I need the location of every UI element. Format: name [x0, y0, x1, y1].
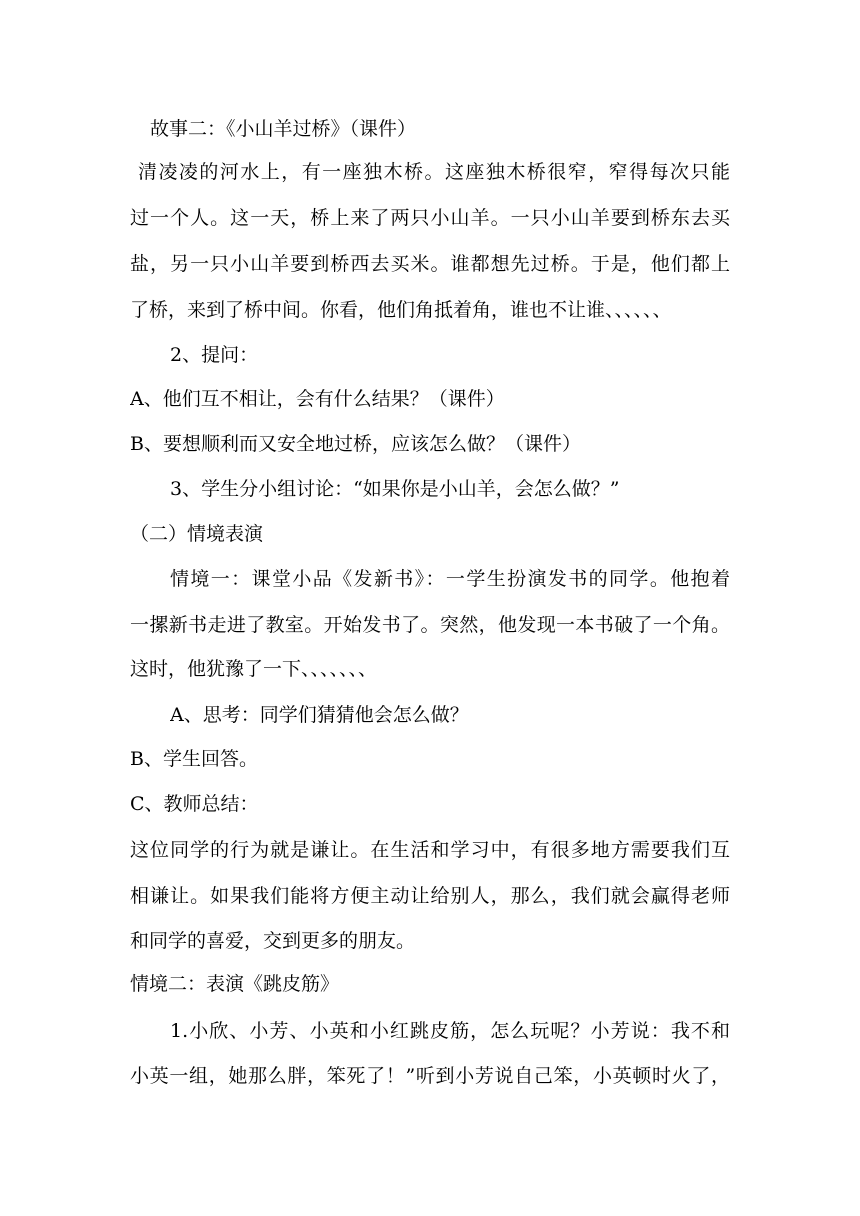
- scene-one-line-1: 情境一：课堂小品《发新书》：一学生扮演发书的同学。他抱着: [170, 568, 730, 590]
- scene-two-line-2: 小英一组，她那么胖，笨死了！”听到小芳说自己笨，小英顿时火了，: [130, 1065, 730, 1087]
- scene-two-heading: 情境二：表演《跳皮筋》: [130, 973, 340, 995]
- question-a: A、他们互不相让，会有什么结果？（课件）: [130, 388, 505, 410]
- summary-line-3: 和同学的喜爱，交到更多的朋友。: [130, 930, 416, 952]
- question-heading: 2、提问：: [170, 344, 259, 366]
- scene-one-answer: B、学生回答。: [130, 748, 258, 770]
- section-two-heading: （二）情境表演: [130, 523, 264, 545]
- story-paragraph-line-1: 清凌凌的河水上，有一座独木桥。这座独木桥很窄，窄得每次只能: [138, 161, 730, 183]
- story-paragraph-line-2: 过一个人。这一天，桥上来了两只小山羊。一只小山羊要到桥东去买: [130, 207, 730, 229]
- story-paragraph-line-4: 了桥，来到了桥中间。你看，他们角抵着角，谁也不让谁、、、、、、: [130, 299, 672, 321]
- question-b: B、要想顺利而又安全地过桥，应该怎么做？（课件）: [130, 433, 581, 455]
- summary-line-1: 这位同学的行为就是谦让。在生活和学习中，有很多地方需要我们互: [130, 839, 730, 861]
- scene-one-line-2: 一摞新书走进了教室。开始发书了。突然，他发现一本书破了一个角。: [130, 614, 730, 636]
- scene-one-think: A、思考：同学们猜猜他会怎么做？: [170, 704, 469, 726]
- scene-one-summary-heading: C、教师总结：: [130, 793, 259, 815]
- scene-two-line-1: 1.小欣、小芳、小英和小红跳皮筋，怎么玩呢？小芳说：我不和: [170, 1020, 730, 1042]
- summary-line-2: 相谦让。如果我们能将方便主动让给别人，那么，我们就会赢得老师: [130, 885, 730, 907]
- story-paragraph-line-3: 盐，另一只小山羊要到桥西去买米。谁都想先过桥。于是，他们都上: [130, 253, 730, 275]
- story-two-title: 故事二：《小山羊过桥》（课件）: [150, 118, 417, 140]
- scene-one-line-3: 这时，他犹豫了一下、、、、、、、: [130, 658, 378, 680]
- group-discussion: 3、学生分小组讨论：“如果你是小山羊，会怎么做？”: [170, 478, 620, 500]
